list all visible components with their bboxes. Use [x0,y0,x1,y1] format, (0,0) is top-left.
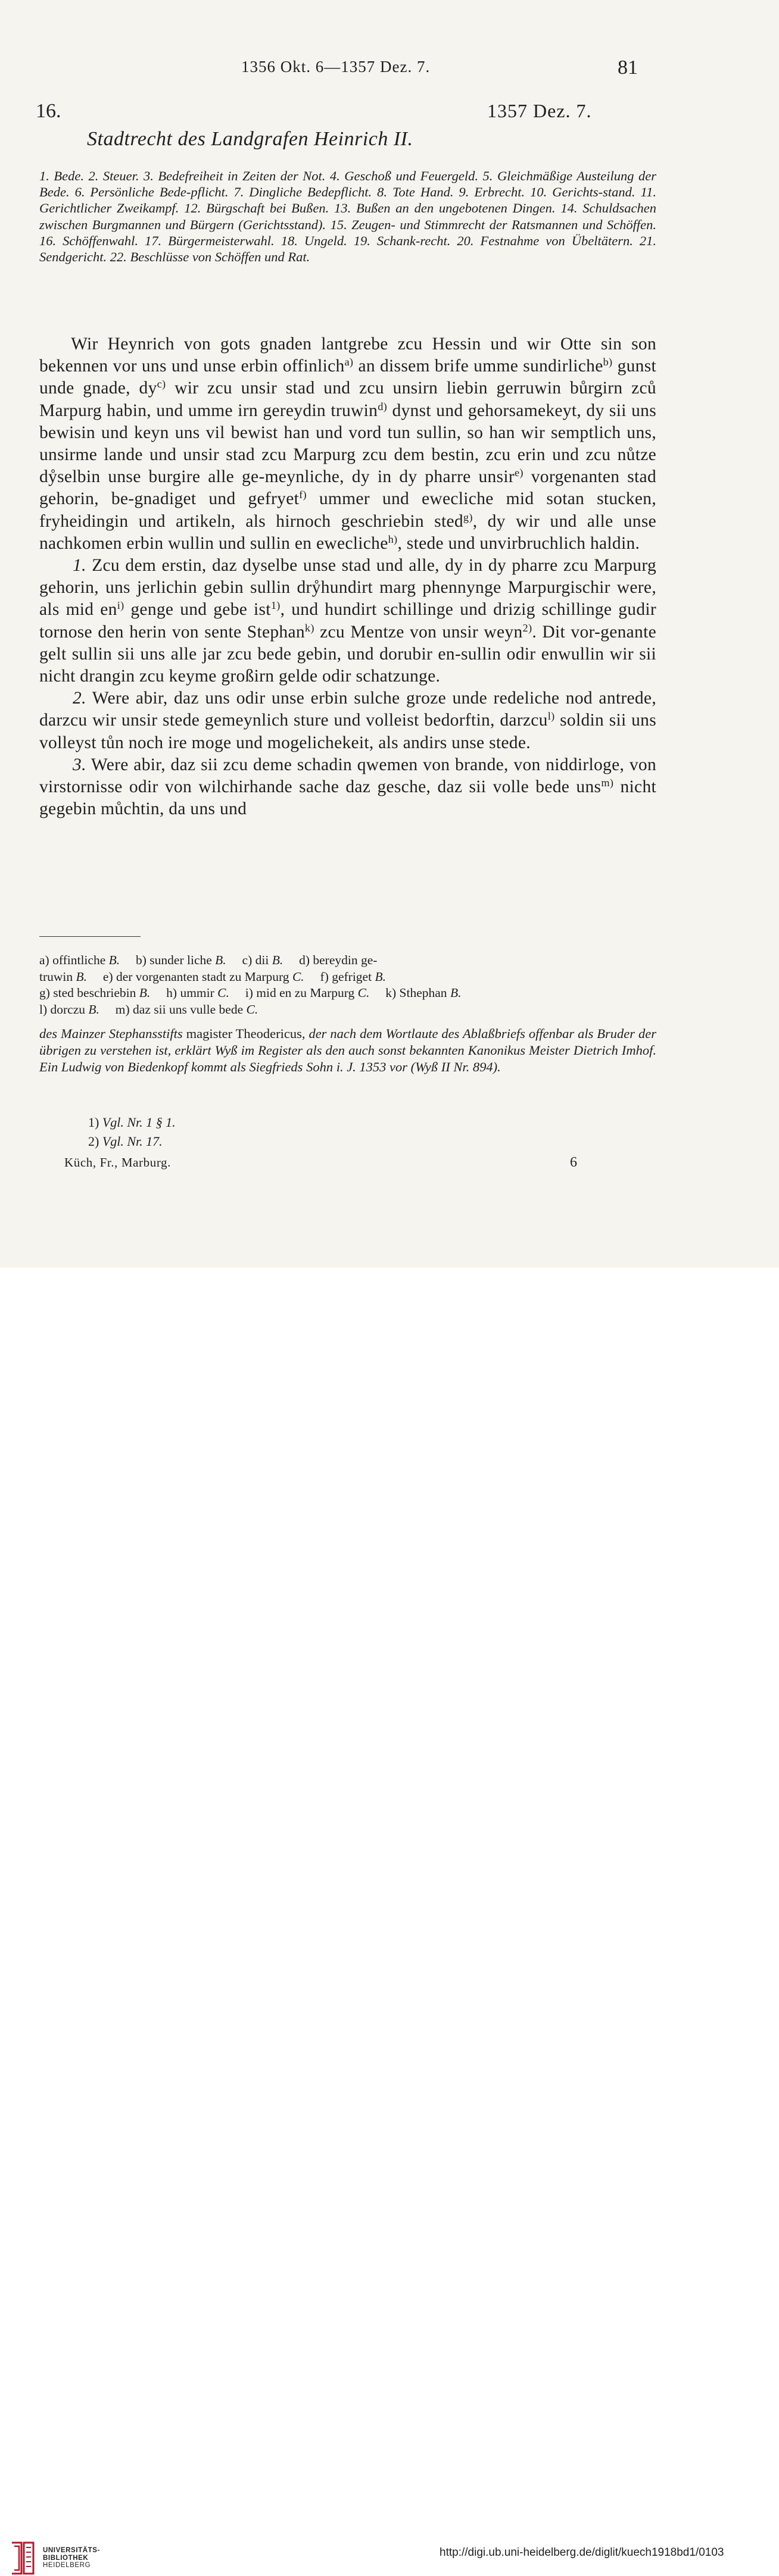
content-summary: 1. Bede. 2. Steuer. 3. Bedefreiheit in Zeiten der Not. 4. Geschoß und Feuergeld. 5. Gleichmäßige Austeilung der Bede. 6. Persönliche Bede-pflicht. 7. Dingliche Bedepflicht. 8. Tote Hand. 9. Erbrecht. 10. Gerichts-stand. 11. Gerichtlicher Zweikampf. 12. Bürgschaft bei Bußen. 13. Bußen an den ungebotenen Dingen. 14. Schuldsachen zwischen Burgmannen und Bürgern (Gerichtsstand). 15. Zeugen- und Stimmrecht der Ratsmannen und Schöffen. 16. Schöffenwahl. 17. Bürgermeisterwahl. 18. Ungeld. 19. Schank-recht. 20. Festnahme von Übeltätern. 21. Sendgericht. 22. Beschlüsse von Schöffen und Rat. [39,168,656,265]
document-title: Stadtrecht des Landgrafen Heinrich II. [87,128,413,150]
charter-article-1: 1. Zcu dem erstin, daz dyselbe unse stad und alle, dy in dy pharre zcu Marpurg gehorin, uns jerlichin gebin sullin drẙhundirt marg phennynge Marpurgischir were, als mid $en^{i)}$ genge und gebe ist$^{1)}$, und hundirt schillinge und drizig schillinge gudir tornose den herin von sente Stephan$^{k)}$ zcu Mentze von unsir weyn$^{2)}$. Dit vor-genante gelt sullin sii uns alle jar zcu bede gebin, und dorubir en-sullin odir enwullin wir sii nicht drangin zcu keyme großirn gelde odir schatzunge. [39,556,656,686]
permalink-url[interactable]: http://digi.ub.uni-heidelberg.de/diglit/kuech1918bd1/0103 [440,2546,724,2559]
library-name: UNIVERSITÄTS- BIBLIOTHEK HEIDELBERG [43,2547,100,2569]
page-number: 81 [618,57,638,79]
reference-note-1: 1) Vgl. Nr. 1 § 1. [88,1115,176,1130]
charter-article-2: 2. Were abir, daz uns odir unse erbin sulche groze unde redeliche nod antrede, darzcu wir unsir stede gemeynlich sture und volleist bedorftin, darzcu$^{l)}$ soldin sii uns volleyst tůn noch ire moge und mogelichekeit, als andirs unse stede. [39,689,656,752]
variant-notes [39,952,656,1018]
charter-article-3: 3. Were abir, daz sii zcu deme schadin qwemen von brande, von niddirloge, von virstornisse odir von wilchirhande sache daz gesche, daz sii volle bede uns$^{m)}$ nicht gegebin můchtin, da uns und [39,755,656,819]
variant-notes-line: g) sted beschriebin B. h) ummir C. i) mid en zu Marpurg C. k) Sthephan B. [39,986,462,1000]
continued-note: des Mainzer Stephansstifts magister Theodericus, der nach dem Wortlaute des Ablaßbriefs offenbar als Bruder der übrigen zu verstehen ist, erklärt Wyß im Register als den auch sonst bekannten Kanonikus Meister Dietrich Imhof. Ein Ludwig von Biedenkopf kommt als Siegfrieds Sohn i. J. 1353 vor (Wyß II Nr. 894). [39,1026,656,1074]
variant-notes-line: l) dorczu B. m) daz sii uns vulle bede C. [39,1002,258,1017]
reference-notes [88,1113,176,1151]
document-number: 16. [36,100,61,122]
variant-notes-line: a) offintliche B. b) sunder liche B. c) dii B. d) bereydin ge- [39,953,378,967]
printer-signature: Küch, Fr., Marburg. [64,1155,171,1170]
document-date: 1357 Dez. 7. [487,100,592,121]
footnote-separator [39,936,141,937]
running-head-dates: 1356 Okt. 6—1357 Dez. 7. [241,58,431,76]
charter-intro: Wir Heynrich von gots gnaden lantgrebe zcu Hessin und wir Otte sin son bekennen vor uns und unse erbin offinlich$^{a)}$ an dissem brife umme sundirliche$^{b)}$ gunst unde gnade, $dy^{c)}$ wir zcu unsir stad und zcu unsirn liebin gerruwin bůrgirn zců Marpurg habin, und umme irn gereydin truwin$^{d)}$ dynst und gehorsamekeyt, dy sii uns bewisin und keyn uns vil bewist han und vord tun sullin, so han wir semptlich uns, unsirme lande und unsir stad zcu Marpurg zcu dem bestin, zcu erin und zcu nůtze dẙselbin unse burgire alle ge-meynliche, dy in dy pharre unsir$^{e)}$ vorgenanten stad gehorin, be-gnadiget und gefryet$^{f)}$ ummer und ewecliche mid sotan stucken, fryheidingin und artikeln, als hirnoch geschriebin sted$^{g)}$, dy wir und alle unse nachkomen erbin wullin und sullin en ewecliche$^{h)}$, stede und unvirbruchlich haldin. [39,334,657,553]
scanned-page [0,0,779,1268]
reference-note-2: 2) Vgl. Nr. 17. [88,1133,163,1149]
running-head [0,58,779,82]
library-logo-icon [7,2540,36,2576]
charter-text [39,333,656,820]
viewer-footer [0,1268,779,2569]
variant-notes-line: truwin B. e) der vorgenanten stadt zu Marpurg C. f) gefriget B. [39,969,386,984]
sheet-number: 6 [570,1155,577,1170]
